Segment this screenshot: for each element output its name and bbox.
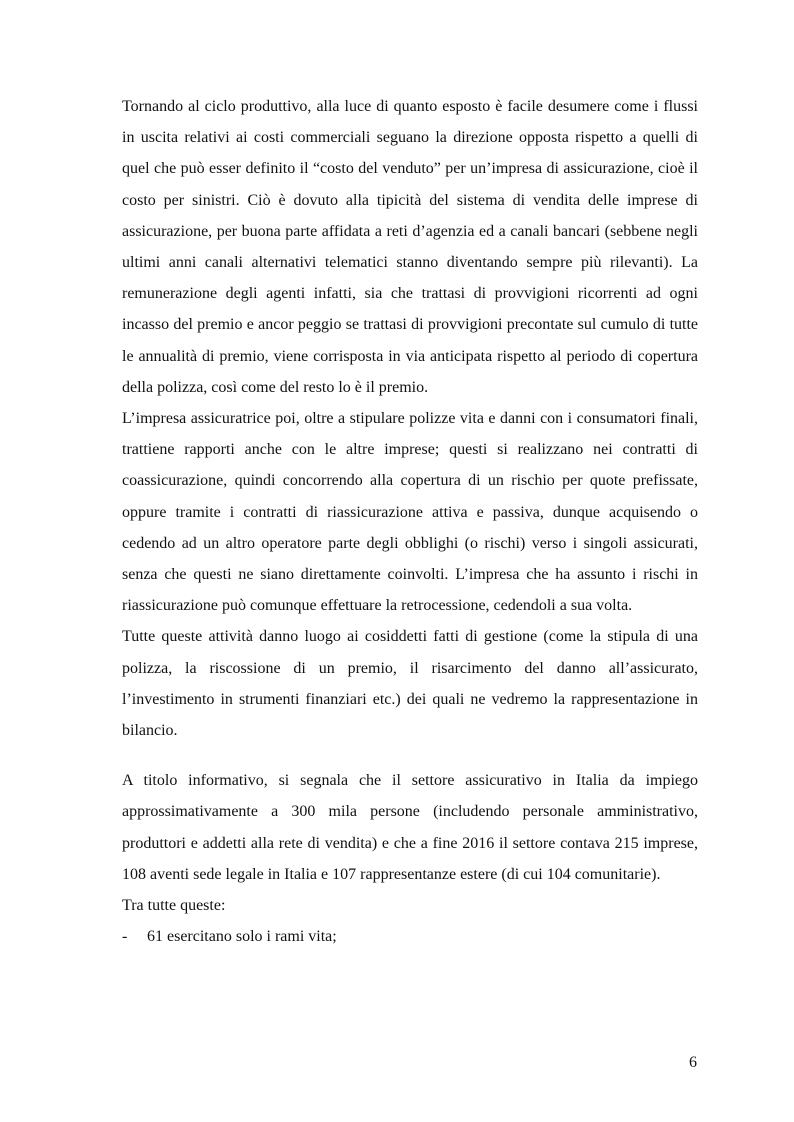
paragraph-sector-info: A titolo informativo, si segnala che il settore assicurativo in Italia da impiego approssimativamente a 300 mila persone (includendo personale amministrativo, produttori e addetti alla rete di vendita) e che a fine 2016 il settore contava 215 imprese, 108 aventi sede legale in Italia e 107 rappresentanze estere (di cui 104 comunitarie). xyxy=(122,772,698,883)
body-text xyxy=(122,91,698,952)
paragraph-list-intro: Tra tutte queste: xyxy=(122,897,226,915)
paragraph-management-facts: Tutte queste attività danno luogo ai cosiddetti fatti di gestione (come la stipula di una polizza, la riscossione di un premio, il risarcimento del danno all’assicurato, l’investimento in strumenti finanziari etc.) dei quali ne vedremo la rappresentazione in bilancio. xyxy=(122,628,698,740)
bullet-list xyxy=(122,921,698,952)
paragraph-reinsurance: L’impresa assicuratrice poi, oltre a stipulare polizze vita e danni con i consumatori finali, trattiene rapporti anche con le altre imprese; questi si realizzano nei contratti di coassicurazione, quindi concorrendo alla copertura di un rischio per quote prefissate, oppure tramite i contratti di riassicurazione attiva e passiva, dunque acquisendo o cedendo ad un altro operatore parte degli obblighi (o rischi) verso i singoli assicurati, senza che questi ne siano direttamente coinvolti. L’impresa che ha assunto i rischi in riassicurazione può comunque effettuare la retrocessione, cedendoli a sua volta. xyxy=(122,410,698,615)
list-item-text: 61 esercitano solo i rami vita; xyxy=(147,928,337,946)
paragraph-spacer xyxy=(122,746,698,765)
paragraph-production-cycle: Tornando al ciclo produttivo, alla luce di quanto esposto è facile desumere come i flussi in uscita relativi ai costi commerciali seguano la direzione opposta rispetto a quelli di quel che può esser definito il “costo del venduto” per un’impresa di assicurazione, cioè il costo per sinistri. Ciò è dovuto alla tipicità del sistema di vendita delle imprese di assicurazione, per buona parte affidata a reti d’agenzia ed a canali bancari (sebbene negli ultimi anni canali alternativi telematici stanno diventando sempre più rilevanti). La remunerazione degli agenti infatti, sia che trattasi di provvigioni ricorrenti ad ogni incasso del premio e ancor peggio se trattasi di provvigioni precontate sul cumulo di tutte le annualità di premio, viene corrisposta in via anticipata rispetto al periodo di copertura della polizza, così come del resto lo è il premio. xyxy=(122,98,698,396)
list-item xyxy=(122,921,698,952)
dash-bullet: - xyxy=(122,928,128,946)
page-number: 6 xyxy=(689,1054,697,1071)
